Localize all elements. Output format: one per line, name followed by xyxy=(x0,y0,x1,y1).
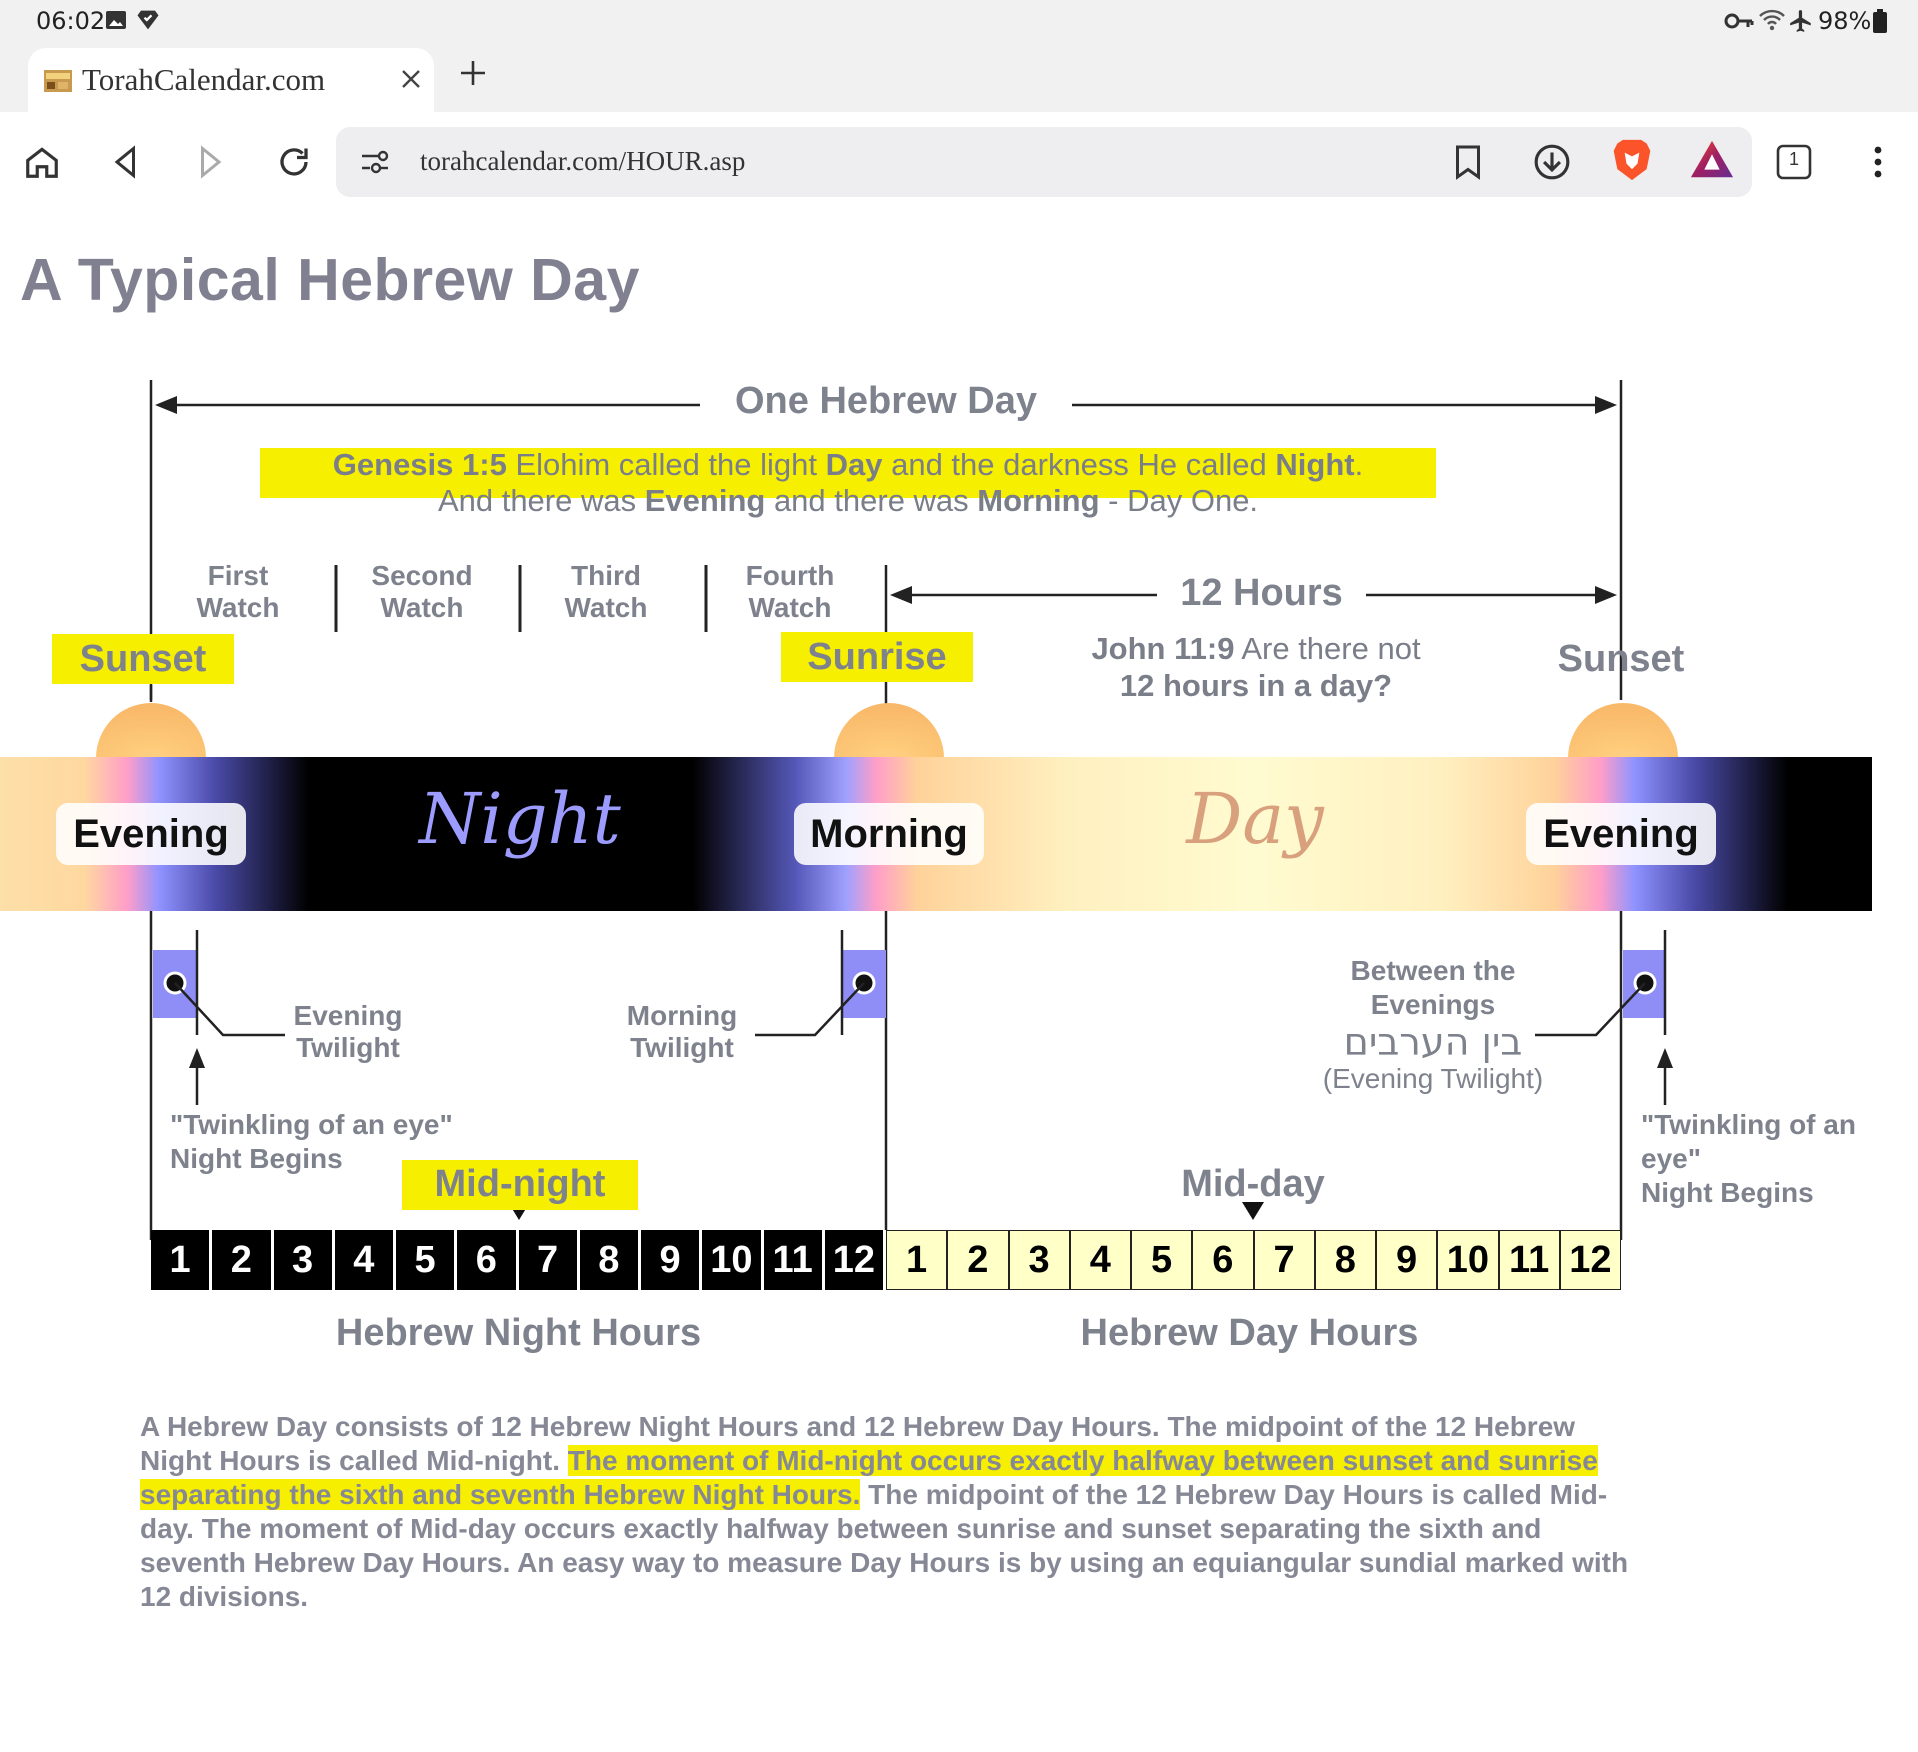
tab-count: 1 xyxy=(1788,149,1799,169)
night-hour-11: 11 xyxy=(764,1230,825,1290)
explanation-paragraph xyxy=(140,1410,1640,1614)
between-line-2: Evenings xyxy=(1370,989,1496,1020)
airplane-mode-icon xyxy=(1788,8,1814,40)
reload-icon[interactable] xyxy=(270,138,318,186)
bookmark-icon[interactable] xyxy=(1444,138,1492,186)
new-tab-icon[interactable] xyxy=(458,58,488,93)
second-watch-line-2: Watch xyxy=(380,592,464,624)
fourth-watch-line-1: Fourth xyxy=(745,560,835,591)
day-hours-caption: Hebrew Day Hours xyxy=(1080,1312,1419,1354)
night-hours-caption: Hebrew Night Hours xyxy=(335,1312,702,1354)
night-hour-8: 8 xyxy=(580,1230,641,1290)
genesis-text-4: And there was xyxy=(437,483,645,518)
night-hour-3: 3 xyxy=(274,1230,335,1290)
john-line-2 xyxy=(1036,667,1476,704)
evening-right-label: Evening xyxy=(1526,803,1716,865)
evening-twilight-line-1: Evening xyxy=(293,1000,403,1031)
genesis-text-2: and the darkness He called xyxy=(882,447,1276,482)
fourth-watch-line-2: Watch xyxy=(748,592,832,624)
fourth-watch-label xyxy=(730,560,850,624)
tab-title: TorahCalendar.com xyxy=(82,62,326,97)
security-shield-icon xyxy=(134,6,162,40)
sunset-left-label: Sunset xyxy=(52,634,234,684)
battery-icon xyxy=(1873,9,1887,39)
genesis-ref: Genesis 1:5 xyxy=(332,447,507,482)
night-hours-row xyxy=(151,1230,886,1290)
genesis-word-night: Night xyxy=(1275,447,1355,482)
genesis-text-5: and there was xyxy=(765,483,978,518)
john-text-2: 12 hours in a day? xyxy=(1119,668,1393,703)
page-title: A Typical Hebrew Day xyxy=(20,247,640,313)
between-the-evenings-label xyxy=(1300,954,1566,1096)
twinkling-left-line-2: Night Begins xyxy=(170,1143,343,1174)
genesis-word-day: Day xyxy=(825,447,883,482)
twelve-hours-label: 12 Hours xyxy=(1180,572,1343,614)
genesis-word-morning: Morning xyxy=(977,483,1100,518)
twinkling-left-line-1: "Twinkling of an eye" xyxy=(170,1109,453,1140)
twinkling-right-line-1: "Twinkling of an eye" xyxy=(1641,1109,1856,1174)
site-settings-icon[interactable] xyxy=(360,148,390,181)
first-watch-label xyxy=(178,560,298,624)
john-line-1 xyxy=(1036,630,1476,667)
night-label: Night xyxy=(419,778,621,860)
second-watch-label xyxy=(362,560,482,624)
morning-twilight-line-2: Twilight xyxy=(630,1032,734,1064)
between-line-1: Between the xyxy=(1350,955,1516,986)
brave-shields-icon[interactable] xyxy=(1608,136,1656,184)
evening-left-label: Evening xyxy=(56,803,246,865)
first-watch-line-2: Watch xyxy=(196,592,280,624)
image-icon xyxy=(104,8,128,38)
genesis-text-1: Elohim called the light xyxy=(506,447,826,482)
between-line-3: (Evening Twilight) xyxy=(1322,1063,1544,1094)
day-hour-9: 9 xyxy=(1376,1230,1437,1290)
paragraph-part-3: The midpoint of the 12 Hebrew Day Hours is called Mid-day. The moment of Mid-day occurs exactly halfway between sunrise and sunset separating the sixth and seventh Hebrew Day Hours. An easy way to measure Day Hours is by using an equiangular sundial marked with 12 divisions. xyxy=(140,1479,1629,1612)
second-watch-line-1: Second xyxy=(371,560,473,591)
one-hebrew-day-label: One Hebrew Day xyxy=(735,380,1037,422)
genesis-line-1 xyxy=(200,447,1496,483)
download-icon[interactable] xyxy=(1528,138,1576,186)
genesis-line-2 xyxy=(200,483,1496,519)
john-quote xyxy=(1036,630,1476,704)
sunrise-label: Sunrise xyxy=(781,632,973,682)
morning-twilight-line-1: Morning xyxy=(626,1000,738,1031)
close-tab-icon[interactable] xyxy=(398,66,424,97)
wifi-icon xyxy=(1758,8,1786,38)
evening-twilight-line-2: Twilight xyxy=(296,1032,400,1064)
day-hour-7: 7 xyxy=(1254,1230,1315,1290)
night-hour-5: 5 xyxy=(396,1230,457,1290)
hebrew-ben-haarbayim: בין הערבים xyxy=(1343,1020,1523,1064)
site-favicon-icon xyxy=(44,68,72,99)
paragraph-part-1: A Hebrew Day consists of 12 Hebrew Night Hours and 12 Hebrew Day Hours. The midpoint of the 12 Hebrew Night Hours is called Mid-night. xyxy=(140,1411,1576,1476)
day-hour-1: 1 xyxy=(886,1230,947,1290)
morning-label: Morning xyxy=(794,803,984,865)
day-hour-8: 8 xyxy=(1315,1230,1376,1290)
day-hour-5: 5 xyxy=(1131,1230,1192,1290)
hebrew-day-diagram xyxy=(0,360,1918,1410)
third-watch-line-1: Third xyxy=(571,560,641,591)
day-hour-10: 10 xyxy=(1437,1230,1498,1290)
night-hour-4: 4 xyxy=(335,1230,396,1290)
first-watch-line-1: First xyxy=(207,560,269,591)
day-hour-3: 3 xyxy=(1009,1230,1070,1290)
night-hour-9: 9 xyxy=(641,1230,702,1290)
day-hour-2: 2 xyxy=(947,1230,1008,1290)
night-hour-6: 6 xyxy=(457,1230,518,1290)
sunset-right-label: Sunset xyxy=(1557,638,1685,680)
day-label: Day xyxy=(1186,778,1324,860)
twinkling-right-line-2: Night Begins xyxy=(1641,1177,1814,1208)
evening-twilight-label xyxy=(288,1000,408,1064)
genesis-word-evening: Evening xyxy=(644,483,766,518)
browser-toolbar xyxy=(0,112,1918,212)
day-hour-12: 12 xyxy=(1560,1230,1621,1290)
more-menu-icon[interactable] xyxy=(1854,138,1902,186)
status-bar xyxy=(0,0,1918,44)
night-hour-2: 2 xyxy=(212,1230,273,1290)
night-hour-12: 12 xyxy=(825,1230,886,1290)
midday-label: Mid-day xyxy=(1181,1163,1325,1205)
john-text-1: Are there not xyxy=(1234,631,1421,666)
tab-strip xyxy=(0,44,1918,112)
vpn-key-icon xyxy=(1724,10,1754,38)
tab-switcher-icon[interactable] xyxy=(1770,138,1818,186)
john-ref: John 11:9 xyxy=(1091,631,1235,666)
genesis-quote xyxy=(200,447,1496,519)
night-hour-7: 7 xyxy=(519,1230,580,1290)
night-hour-1: 1 xyxy=(151,1230,212,1290)
third-watch-label xyxy=(546,560,666,624)
day-hour-6: 6 xyxy=(1192,1230,1253,1290)
back-icon[interactable] xyxy=(102,138,150,186)
third-watch-line-2: Watch xyxy=(564,592,648,624)
day-hour-4: 4 xyxy=(1070,1230,1131,1290)
midnight-label: Mid-night xyxy=(402,1160,638,1210)
status-time: 06:02 xyxy=(36,7,106,35)
tab-torahcalendar[interactable] xyxy=(28,48,434,112)
twinkling-right-label xyxy=(1641,1108,1918,1210)
day-hour-11: 11 xyxy=(1499,1230,1560,1290)
day-hours-row xyxy=(886,1230,1621,1290)
brave-rewards-icon[interactable] xyxy=(1688,136,1736,184)
url-text[interactable]: torahcalendar.com/HOUR.asp xyxy=(420,146,746,176)
home-icon[interactable] xyxy=(18,138,66,186)
morning-twilight-label xyxy=(622,1000,742,1064)
paragraph-highlight: The moment of Mid-night occurs exactly halfway between sunset and sunrise separating the sixth and seventh Hebrew Night Hours. xyxy=(140,1445,1598,1510)
genesis-text-3: . xyxy=(1354,447,1364,482)
battery-level: 98% xyxy=(1818,7,1872,35)
genesis-text-6: - Day One. xyxy=(1099,483,1259,518)
forward-icon[interactable] xyxy=(186,138,234,186)
night-hour-10: 10 xyxy=(702,1230,763,1290)
